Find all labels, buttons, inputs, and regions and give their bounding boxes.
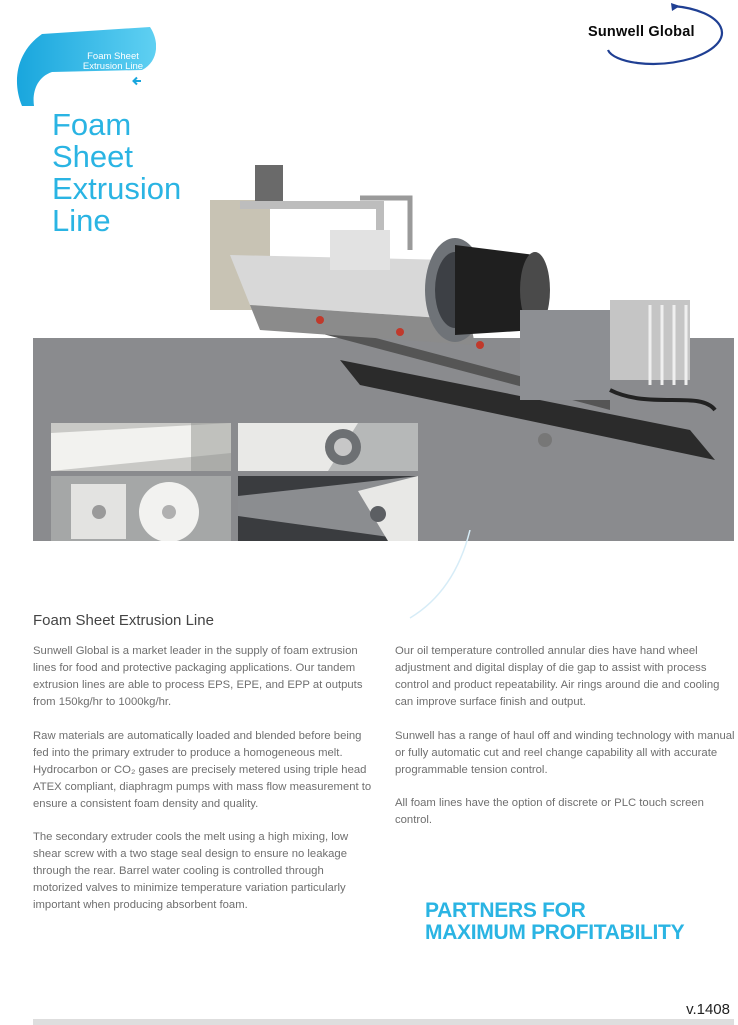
tagline-line: MAXIMUM PROFITABILITY — [425, 921, 685, 944]
footer-bar — [33, 1019, 734, 1025]
foam-sheet-photo — [51, 423, 231, 471]
extrusion-die-photo — [238, 423, 418, 471]
title-line: Sheet — [52, 139, 134, 174]
paragraph: Sunwell Global is a market leader in the supply of foam extrusion lines for food and protective packaging applications. Our tandem extrusion lines are able to process EPS, EPE, and EPP at outputs from 150kg/hr to 1000kg/hr. — [33, 645, 363, 708]
tagline — [425, 900, 684, 944]
title-line: Extrusion — [52, 171, 182, 206]
tagline-line: PARTNERS FOR — [425, 899, 586, 922]
section-tab[interactable] — [12, 22, 156, 106]
foam-rolls-photo — [51, 476, 231, 541]
left-column — [33, 643, 375, 931]
title-line: Foam — [52, 107, 132, 142]
paragraph: Raw materials are automatically loaded and blended before being fed into the primary extruder to produce a homogeneous melt. Hydrocarbon or CO₂ gases are precisely metered using triple head ATEX compliant, diaphragm pumps with mass flow measurement to ensure a consistent foam density and quality. — [33, 729, 372, 810]
foam-bubble-photo — [238, 476, 418, 541]
paragraph: All foam lines have the option of discrete or PLC touch screen control. — [395, 797, 704, 826]
extrusion-machine-image — [170, 160, 738, 466]
paragraph: Our oil temperature controlled annular dies have hand wheel adjustment and digital display of die gap to assist with process control and product repeatability. Air rings around die and cooling can improve surface finish and output. — [395, 645, 720, 708]
tab-label: Foam Sheet Extrusion Line — [82, 51, 144, 72]
decorative-arc — [400, 530, 480, 620]
company-logo-text: Sunwell Global — [588, 24, 695, 40]
section-heading: Foam Sheet Extrusion Line — [33, 612, 214, 629]
arrow-left-icon[interactable] — [130, 74, 144, 88]
paragraph: The secondary extruder cools the melt using a high mixing, low shear screw with a two stage seal design to ensure no leakage through the rear. Barrel water cooling is controlled through motorized valves to minimize temperature variation particularly important when producing absorbent foam. — [33, 831, 349, 911]
version-label: v.1408 — [686, 1001, 730, 1018]
right-column — [395, 643, 737, 846]
paragraph: Sunwell has a range of haul off and winding technology with manual or fully automatic cut and reel change capability all with accurate programmable tension control. — [395, 729, 735, 776]
title-line: Line — [52, 203, 111, 238]
